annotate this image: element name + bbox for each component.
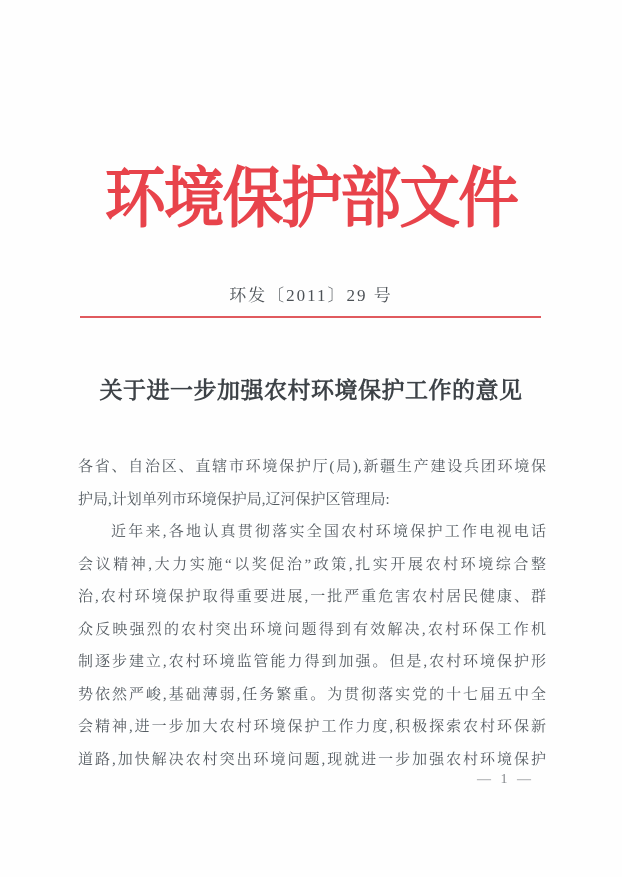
- document-number: 环发〔2011〕29 号: [229, 286, 393, 305]
- page-number: — 1 —: [477, 772, 534, 787]
- body-line: 制逐步建立,农村环境监管能力得到加强。但是,农村环境保护形: [78, 654, 546, 670]
- document-title: 关于进一步加强农村环境保护工作的意见: [99, 378, 523, 403]
- document-header-title: 环境保护部文件: [104, 163, 518, 236]
- body-line: 道路,加快解决农村突出环境问题,现就进一步加强农村环境保护: [78, 751, 546, 768]
- body-line: 近年来,各地认真贯彻落实全国农村环境保护工作电视电话: [111, 524, 546, 540]
- body-line: 会精神,进一步加大农村环境保护工作力度,积极探索农村环保新: [78, 719, 546, 735]
- document-body: [78, 451, 546, 776]
- red-divider-line: [80, 316, 541, 318]
- body-line: 治,农村环境保护取得重要进展,一批严重危害农村居民健康、群: [78, 589, 546, 605]
- body-line: 会议精神,大力实施“以奖促治”政策,扎实开展农村环境综合整: [78, 556, 546, 573]
- body-line: 护局,计划单列市环境保护局,辽河保护区管理局:: [78, 491, 390, 508]
- body-line: 众反映强烈的农村突出环境问题得到有效解决,农村环保工作机: [78, 621, 546, 638]
- body-line: 各省、自治区、直辖市环境保护厅(局),新疆生产建设兵团环境保: [78, 459, 546, 475]
- body-line: 势依然严峻,基础薄弱,任务繁重。为贯彻落实党的十七届五中全: [78, 686, 546, 703]
